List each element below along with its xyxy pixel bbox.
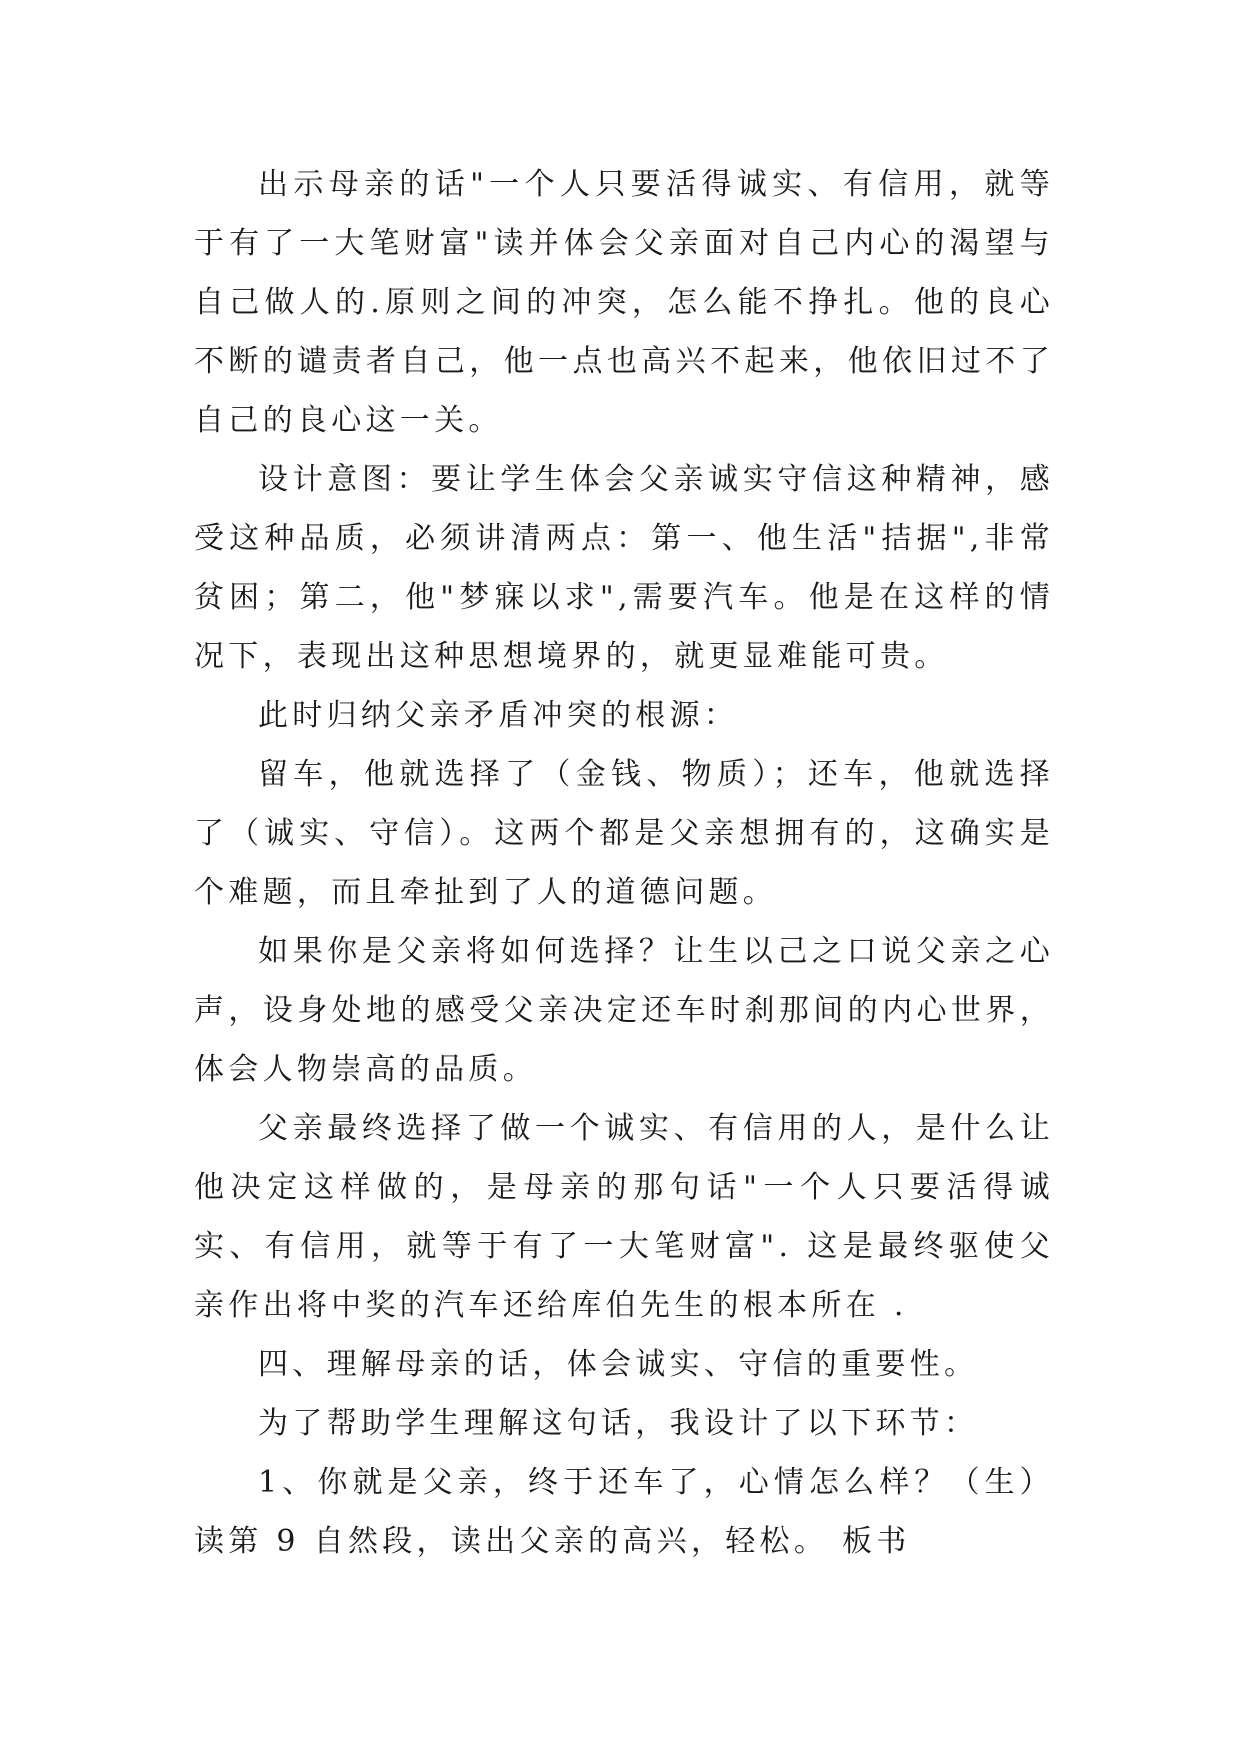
paragraph-step-one: 1、你就是父亲，终于还车了，心情怎么样？（生）读第 9 自然段，读出父亲的高兴，轻松。 板书	[194, 1465, 1054, 1559]
section-heading-four: 四、理解母亲的话，体会诚实、守信的重要性。	[258, 1347, 979, 1382]
paragraph-if-you-were-father: 如果你是父亲将如何选择？让生以己之口说父亲之心声，设身处地的感受父亲决定还车时刹那间的内心世界，体会人物崇高的品质。	[194, 934, 1054, 1087]
paragraph-mother-quote: 出示母亲的话"一个人只要活得诚实、有信用，就等于有了一大笔财富"读并体会父亲面对自己内心的渴望与自己做人的.原则之间的冲突，怎么能不挣扎。他的良心不断的谴责者自己，他一点也高兴不起来，他依旧过不了自己的良心这一关。	[194, 167, 1054, 438]
paragraph-keep-or-return: 留车，他就选择了（金钱、物质）；还车，他就选择了（诚实、守信）。这两个都是父亲想拥有的，这确实是个难题，而且牵扯到了人的道德问题。	[194, 757, 1054, 910]
paragraph-conflict-root: 此时归纳父亲矛盾冲突的根源：	[258, 698, 739, 733]
paragraph-design-steps: 为了帮助学生理解这句话，我设计了以下环节：	[258, 1406, 979, 1441]
paragraph-father-final-choice: 父亲最终选择了做一个诚实、有信用的人，是什么让他决定这样做的，是母亲的那句话"一个人只要活得诚实、有信用，就等于有了一大笔财富". 这是最终驱使父亲作出将中奖的汽车还给库伯先生的根本所在 .	[194, 1111, 1054, 1323]
document-body	[194, 155, 1054, 1571]
paragraph-design-intent: 设计意图：要让学生体会父亲诚实守信这种精神，感受这种品质，必须讲清两点：第一、他生活"拮据",非常贫困；第二，他"梦寐以求",需要汽车。他是在这样的情况下，表现出这种思想境界的，就更显难能可贵。	[194, 462, 1054, 674]
